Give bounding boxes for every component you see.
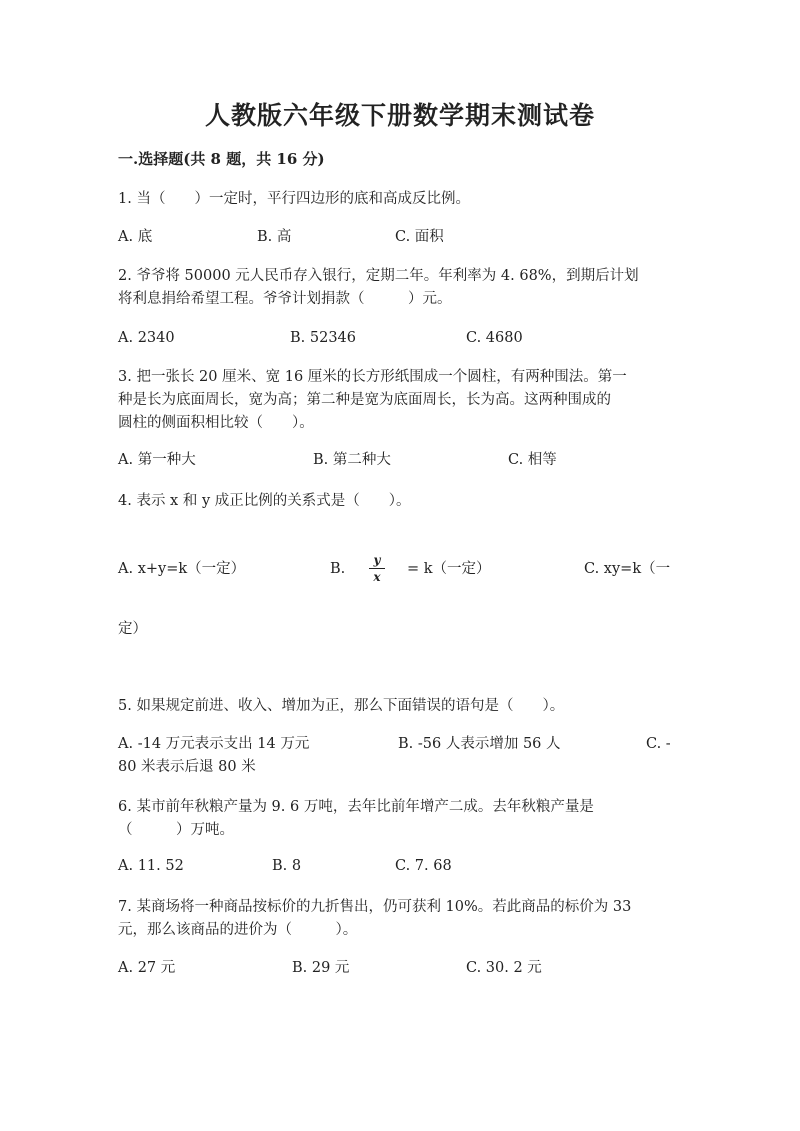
q4-option-c: C. xy=k（一 — [584, 561, 671, 577]
section-title: 一.选择题(共 8 题，共 16 分) — [118, 150, 325, 168]
q6-option-b: B. 8 — [272, 858, 302, 874]
q5-option-a: A. -14 万元表示支出 14 万元 — [118, 736, 310, 752]
q7-option-a: A. 27 元 — [118, 960, 176, 976]
q7-option-b: B. 29 元 — [292, 960, 350, 976]
q4-option-b-text: = k（一定） — [407, 561, 491, 577]
q4-option-b-label: B. — [330, 561, 346, 577]
q2-option-a: A. 2340 — [118, 330, 175, 346]
q2-option-b: B. 52346 — [290, 330, 357, 346]
q4-option-a: A. x+y=k（一定） — [118, 561, 246, 577]
q5-option-c-wrap: 80 米表示后退 80 米 — [118, 759, 256, 775]
q3-option-b: B. 第二种大 — [313, 452, 391, 468]
fraction-denominator: x — [373, 570, 381, 584]
question-3-line-1: 3. 把一张长 20 厘米、宽 16 厘米的长方形纸围成一个圆柱，有两种围法。第一 — [118, 369, 627, 385]
q2-option-c: C. 4680 — [466, 330, 523, 346]
question-2-line-1: 2. 爷爷将 50000 元人民币存入银行，定期二年。年利率为 4. 68%，到期后计划 — [118, 268, 639, 284]
q6-option-a: A. 11. 52 — [118, 858, 184, 874]
q5-option-b: B. -56 人表示增加 56 人 — [398, 736, 561, 752]
question-6-line-1: 6. 某市前年秋粮产量为 9. 6 万吨，去年比前年增产二成。去年秋粮产量是 — [118, 799, 594, 815]
q7-option-c: C. 30. 2 元 — [466, 960, 542, 976]
question-6-line-2: （ ）万吨。 — [118, 822, 234, 838]
fraction-bar — [369, 568, 385, 569]
q1-option-b: B. 高 — [257, 229, 292, 245]
question-5: 5. 如果规定前进、收入、增加为正，那么下面错误的语句是（ ）。 — [118, 698, 565, 714]
q3-option-c: C. 相等 — [508, 452, 557, 468]
question-3-line-2: 种是长为底面周长，宽为高；第二种是宽为底面周长，长为高。这两种围成的 — [118, 392, 611, 408]
question-7-line-1: 7. 某商场将一种商品按标价的九折售出，仍可获利 10%。若此商品的标价为 33 — [118, 899, 632, 915]
q4-option-b-fraction — [369, 553, 385, 584]
q3-option-a: A. 第一种大 — [118, 452, 196, 468]
q1-option-c: C. 面积 — [395, 229, 444, 245]
q1-option-a: A. 底 — [118, 229, 153, 245]
fraction-numerator: y — [373, 553, 381, 567]
q6-option-c: C. 7. 68 — [395, 858, 452, 874]
page-title: 人教版六年级下册数学期末测试卷 — [204, 101, 595, 130]
question-2-line-2: 将利息捐给希望工程。爷爷计划捐款（ ）元。 — [118, 291, 452, 307]
q5-option-c: C. - — [646, 736, 671, 752]
question-3-line-3: 圆柱的侧面积相比较（ ）。 — [118, 415, 314, 431]
q4-option-c-wrap: 定） — [118, 621, 147, 637]
question-7-line-2: 元，那么该商品的进价为（ ）。 — [118, 922, 358, 938]
question-4: 4. 表示 x 和 y 成正比例的关系式是（ ）。 — [118, 493, 411, 509]
question-1: 1. 当（ ）一定时，平行四边形的底和高成反比例。 — [118, 191, 470, 207]
